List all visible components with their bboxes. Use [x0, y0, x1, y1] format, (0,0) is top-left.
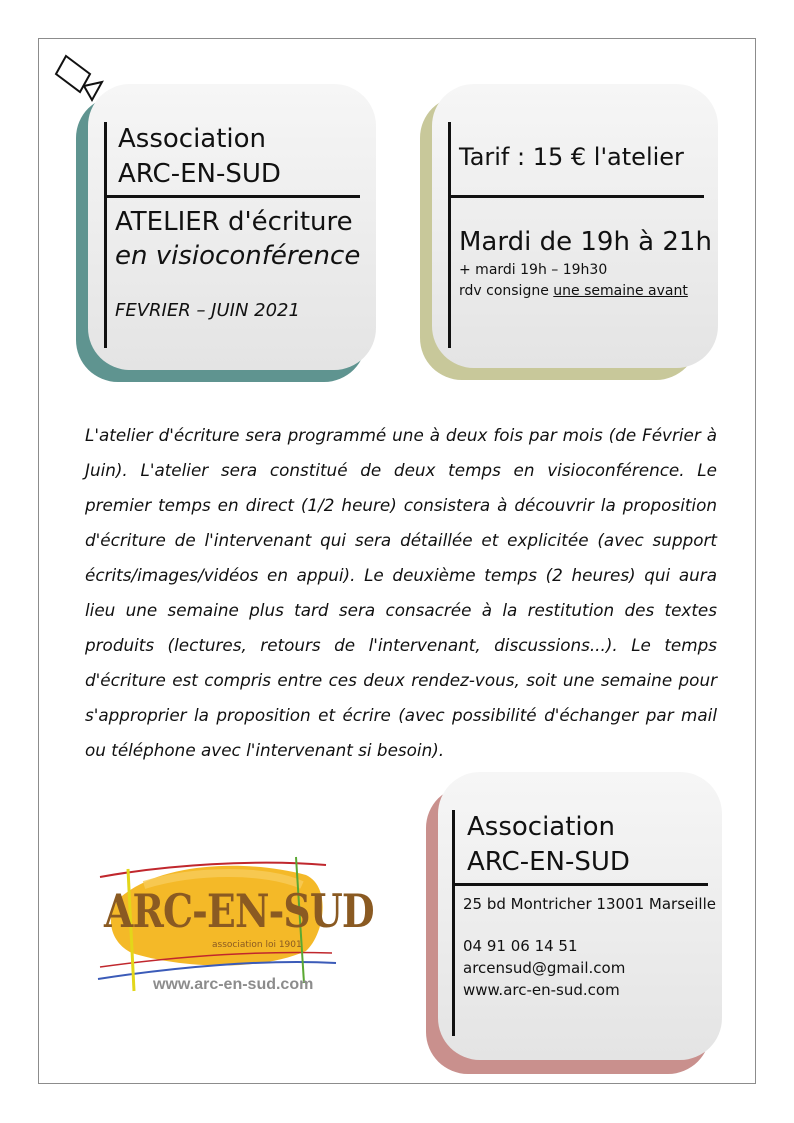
- contact-association-label: Association: [467, 812, 616, 842]
- extra-session: + mardi 19h – 19h30: [459, 262, 608, 278]
- association-name: ARC-EN-SUD: [118, 159, 281, 189]
- card-vertical-rule: [448, 122, 451, 348]
- rdv-emphasis: une semaine avant: [553, 283, 688, 299]
- card-vertical-rule: [452, 810, 455, 1036]
- contact-phone: 04 91 06 14 51: [463, 937, 578, 955]
- contact-website[interactable]: www.arc-en-sud.com: [463, 981, 620, 999]
- card-vertical-rule: [104, 122, 107, 348]
- card-horizontal-rule: [452, 883, 708, 886]
- video-camera-icon: [50, 52, 106, 104]
- card-horizontal-rule: [104, 195, 360, 198]
- card-face: [432, 84, 718, 368]
- session-dates: FEVRIER – JUIN 2021: [115, 300, 300, 321]
- contact-association-name: ARC-EN-SUD: [467, 847, 630, 877]
- price: Tarif : 15 € l'atelier: [459, 143, 684, 171]
- description-paragraph: L'atelier d'écriture sera programmé une à deux fois par mois (de Février à Juin). L'atelier sera constitué de deux temps en visioconférence. Le premier temps en direct (1/2 heure) consistera à découvrir la proposition d'écriture de l'intervenant qui sera détaillée et explicitée (avec support écrits/images/vidéos en appui). Le deuxième temps (2 heures) qui aura lieu une semaine plus tard sera consacrée à la restitution des textes produits (lectures, retours de l'intervenant, discussions...). Le temps d'écriture est compris entre ces deux rendez-vous, soit une semaine pour s'approprier la proposition et écrire (avec possibilité d'échanger par mail ou téléphone avec l'intervenant si besoin).: [85, 425, 717, 760]
- atelier-subtitle: en visioconférence: [115, 241, 361, 271]
- logo-url: www.arc-en-sud.com: [153, 976, 314, 993]
- card-horizontal-rule: [448, 195, 704, 198]
- contact-email[interactable]: arcensud@gmail.com: [463, 959, 626, 977]
- rdv-line: [459, 281, 688, 302]
- rdv-prefix: rdv consigne: [459, 283, 554, 299]
- association-label: Association: [118, 124, 267, 154]
- contact-address: 25 bd Montricher 13001 Marseille: [463, 895, 716, 913]
- logo-subtitle: association loi 1901: [212, 940, 302, 950]
- schedule: Mardi de 19h à 21h: [459, 227, 712, 257]
- logo-wordmark: ARC-EN-SUD: [104, 884, 374, 938]
- atelier-title: ATELIER d'écriture: [115, 207, 353, 237]
